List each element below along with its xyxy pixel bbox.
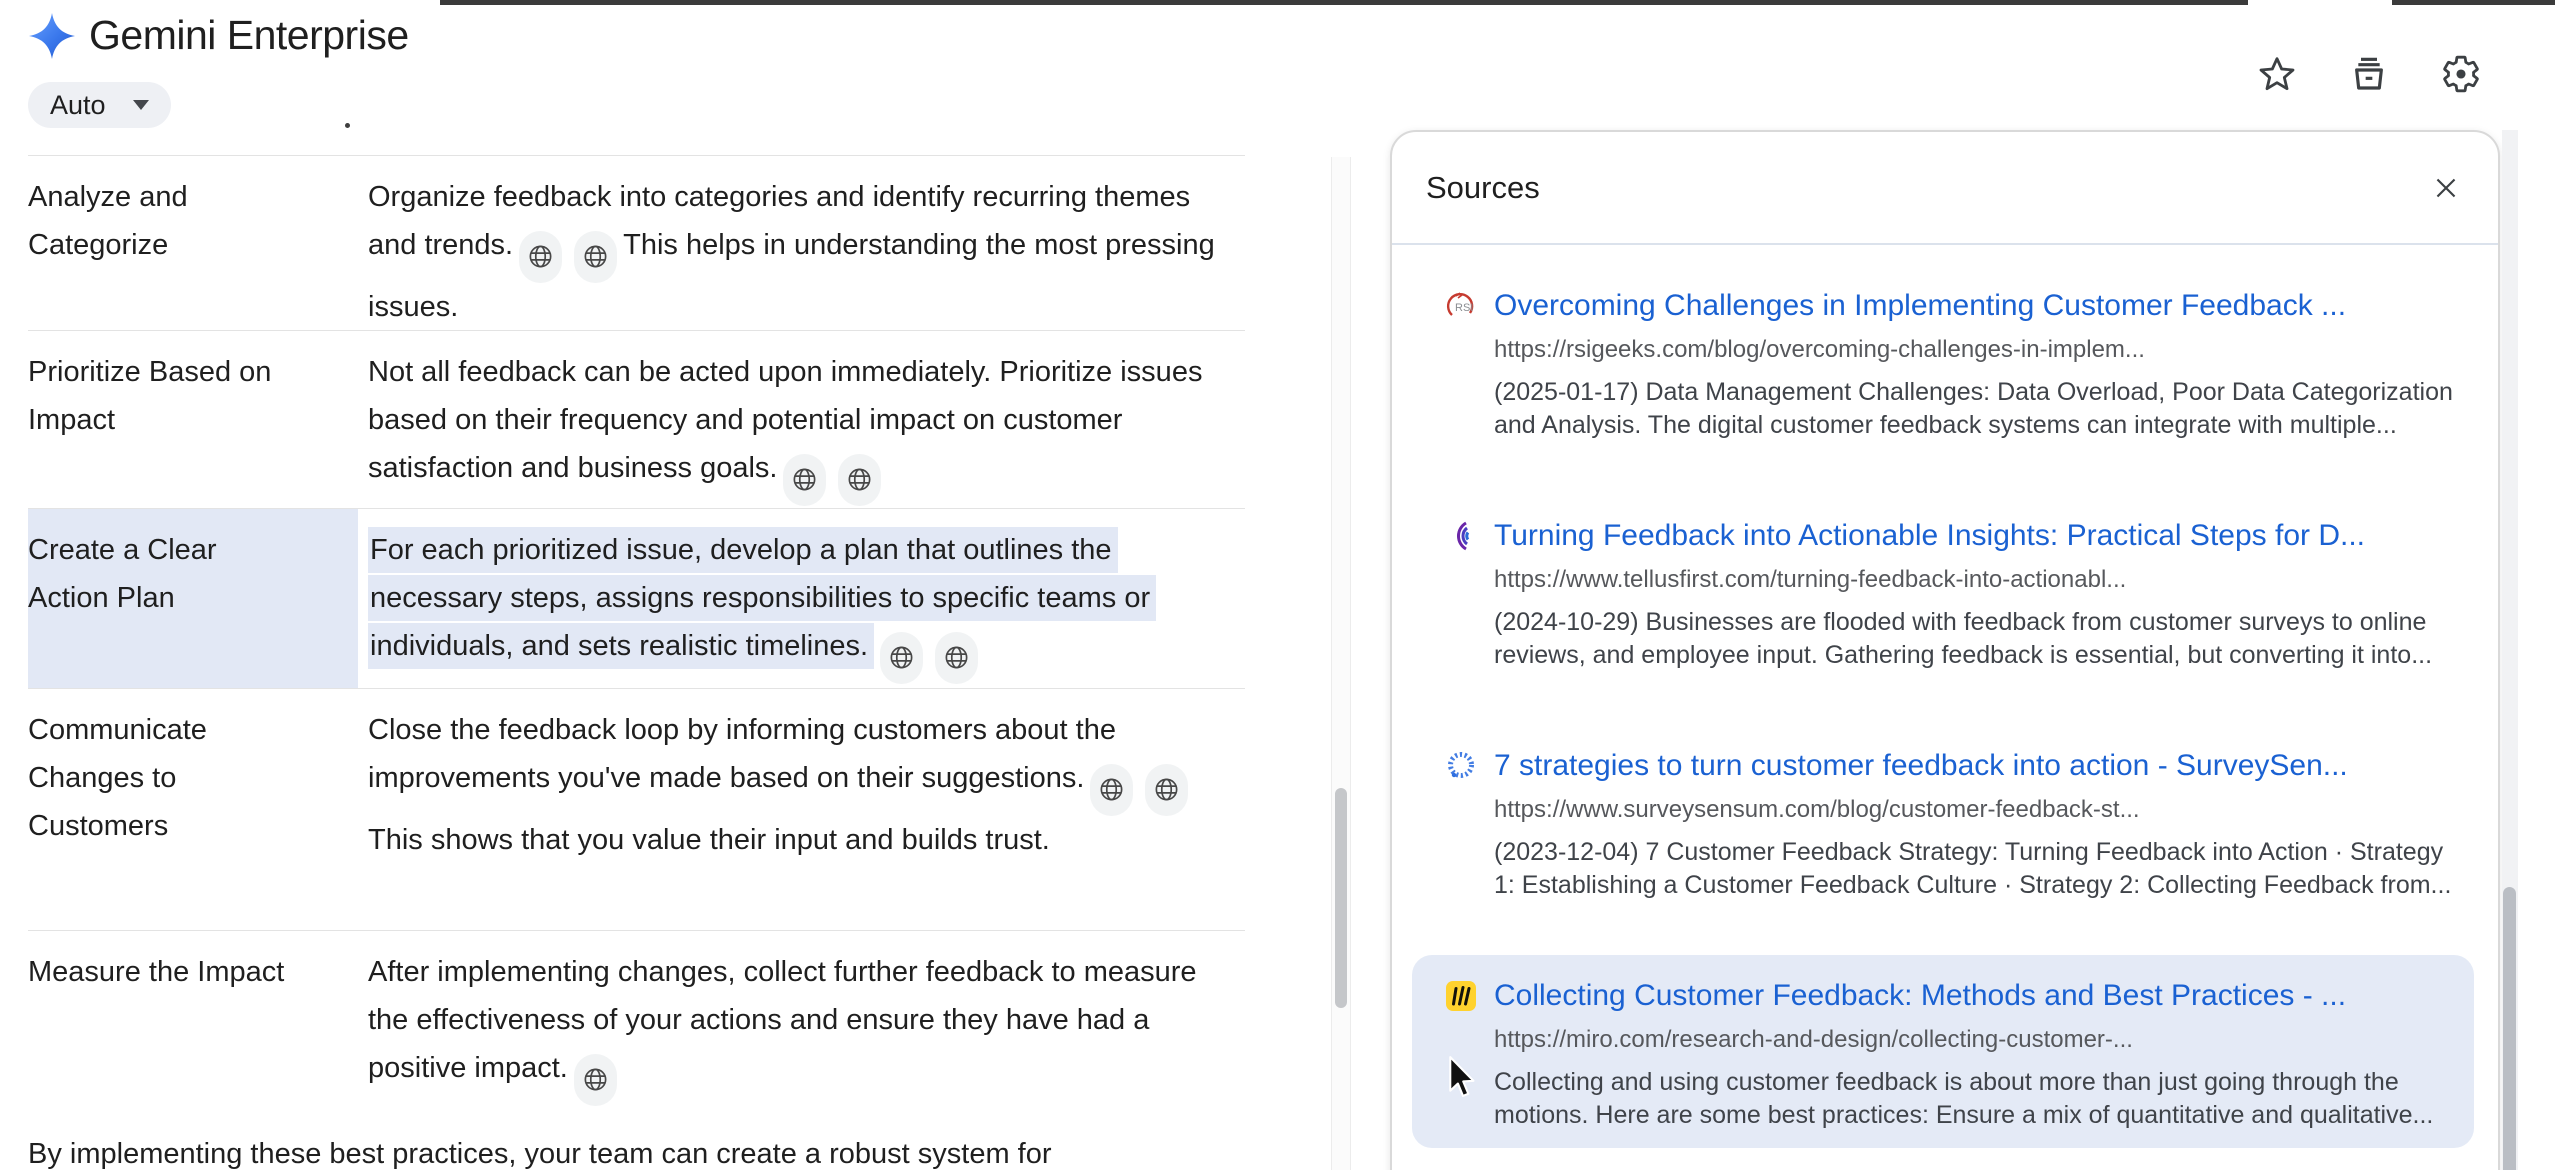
web-citation-chip[interactable] — [1145, 764, 1188, 816]
source-card-selected[interactable] — [1444, 974, 2454, 1132]
close-sources-button[interactable] — [2428, 170, 2464, 206]
row-desc-cell — [368, 509, 1220, 688]
row-title-cell — [28, 331, 358, 508]
content-scrollbar-thumb[interactable] — [1335, 788, 1347, 1008]
panel-divider — [1392, 243, 2498, 245]
mouse-cursor — [1448, 1056, 1478, 1105]
star-button[interactable] — [2253, 50, 2301, 98]
miro-favicon — [1444, 979, 1478, 1013]
star-icon — [2257, 54, 2297, 94]
row-desc-text: Organize feedback into categories and identify recurring themes and trends. — [368, 181, 1191, 261]
source-url: https://www.tellusfirst.com/turning-feedback-into-actionabl... — [1494, 566, 2127, 593]
row-title-cell — [28, 689, 358, 930]
row-desc-text: Close the feedback loop by informing customers about the improvements you've made based on their suggestions. — [368, 714, 1116, 794]
source-snippet: (2025-01-17) Data Management Challenges: Data Overload, Poor Data Categorization and Analysis. The digital customer feedback systems can integrate with multiple... — [1494, 378, 2453, 439]
rsigeeks-favicon — [1444, 289, 1478, 323]
surveysensum-favicon — [1444, 749, 1478, 783]
tellusfirst-favicon — [1444, 519, 1478, 553]
table-row — [28, 155, 1245, 330]
source-title-link[interactable]: 7 strategies to turn customer feedback into action - SurveySen... — [1494, 749, 2348, 782]
row-desc-text: Not all feedback can be acted upon immediately. Prioritize issues based on their frequency and potential impact on customer satisfaction and business goals. — [368, 356, 1203, 484]
row-desc-cell — [368, 689, 1220, 930]
page-scrollbar-thumb[interactable] — [2503, 887, 2516, 1170]
row-title: Prioritize Based on Impact — [28, 356, 272, 436]
web-citation-chip[interactable] — [519, 231, 562, 283]
source-snippet: (2023-12-04) 7 Customer Feedback Strategy: Turning Feedback into Action · Strategy 1: Establishing a Customer Feedback Culture · Strategy 2: Collecting Feedback from... — [1494, 838, 2452, 899]
web-citation-chip[interactable] — [935, 632, 978, 684]
web-citation-chip[interactable] — [1090, 764, 1133, 816]
browser-chrome-strip — [2392, 0, 2555, 5]
web-citation-chip[interactable] — [838, 454, 881, 506]
source-snippet: Collecting and using customer feedback is about more than just going through the motions. Here are some best practices: Ensure a mix of quantitative and qualitative... — [1494, 1068, 2434, 1129]
row-desc-cell — [368, 156, 1220, 330]
row-desc-text: After implementing changes, collect further feedback to measure the effectiveness of your actions and ensure they have had a positive impact. — [368, 956, 1197, 1084]
source-url: https://www.surveysensum.com/blog/customer-feedback-st... — [1494, 796, 2140, 823]
archive-button[interactable] — [2345, 50, 2393, 98]
row-title: Create a Clear Action Plan — [28, 534, 217, 614]
table-row — [28, 688, 1245, 930]
table-row — [28, 330, 1245, 508]
row-title: Measure the Impact — [28, 956, 285, 988]
closing-paragraph: By implementing these best practices, your team can create a robust system for — [28, 1138, 1052, 1170]
source-card[interactable] — [1444, 514, 2454, 672]
gear-icon — [2440, 53, 2482, 95]
row-title: Communicate Changes to Customers — [28, 714, 207, 842]
row-desc-text: This shows that you value their input and builds trust. — [368, 823, 1050, 856]
web-citation-chip[interactable] — [574, 231, 617, 283]
table-row — [28, 930, 1245, 1135]
row-title-cell — [28, 931, 358, 1135]
browser-chrome-strip — [440, 0, 2248, 5]
row-desc-cell — [368, 331, 1220, 508]
source-title-link[interactable]: Collecting Customer Feedback: Methods and Best Practices - ... — [1494, 979, 2347, 1012]
content-scrollbar[interactable] — [1331, 157, 1351, 1170]
row-title: Analyze and Categorize — [28, 181, 188, 261]
page-scrollbar[interactable] — [2502, 130, 2518, 1170]
sources-panel — [1390, 130, 2500, 1170]
best-practices-table — [28, 155, 1245, 1135]
source-url: https://miro.com/research-and-design/collecting-customer-... — [1494, 1026, 2133, 1053]
row-title-cell — [28, 156, 358, 330]
app-header — [29, 12, 409, 59]
row-title-cell — [28, 509, 358, 688]
header-actions — [2253, 50, 2485, 98]
model-selector-label: Auto — [50, 89, 106, 120]
scrolled-text-remnant — [345, 123, 350, 128]
table-row-highlighted — [28, 508, 1245, 688]
source-title-link[interactable]: Overcoming Challenges in Implementing Customer Feedback ... — [1494, 289, 2347, 322]
archive-icon — [2349, 54, 2389, 94]
settings-button[interactable] — [2437, 50, 2485, 98]
source-card[interactable] — [1444, 744, 2454, 902]
source-title-link[interactable]: Turning Feedback into Actionable Insights: Practical Steps for D... — [1494, 519, 2365, 552]
page-title: Gemini Enterprise — [89, 12, 409, 58]
row-desc-text-selected: For each prioritized issue, develop a plan that outlines the necessary steps, assigns responsibilities to specific teams or individuals, and sets realistic timelines. — [368, 527, 1156, 669]
source-card[interactable] — [1444, 284, 2454, 442]
svg-text:RSI: RSI — [1455, 302, 1474, 314]
web-citation-chip[interactable] — [574, 1054, 617, 1106]
gemini-sparkle-icon — [29, 13, 75, 59]
sources-panel-title: Sources — [1426, 170, 1540, 205]
chevron-down-icon — [133, 100, 149, 110]
close-icon — [2430, 172, 2462, 204]
model-selector-dropdown[interactable] — [28, 82, 171, 128]
row-desc-cell — [368, 931, 1220, 1135]
source-snippet: (2024-10-29) Businesses are flooded with feedback from customer surveys to online reviews, and employee input. Gathering feedback is essential, but converting it into... — [1494, 608, 2433, 669]
web-citation-chip[interactable] — [880, 632, 923, 684]
row-desc-text: This helps in understanding the most pressing issues. — [368, 229, 1215, 323]
web-citation-chip[interactable] — [783, 454, 826, 506]
source-url: https://rsigeeks.com/blog/overcoming-challenges-in-implem... — [1494, 336, 2145, 363]
